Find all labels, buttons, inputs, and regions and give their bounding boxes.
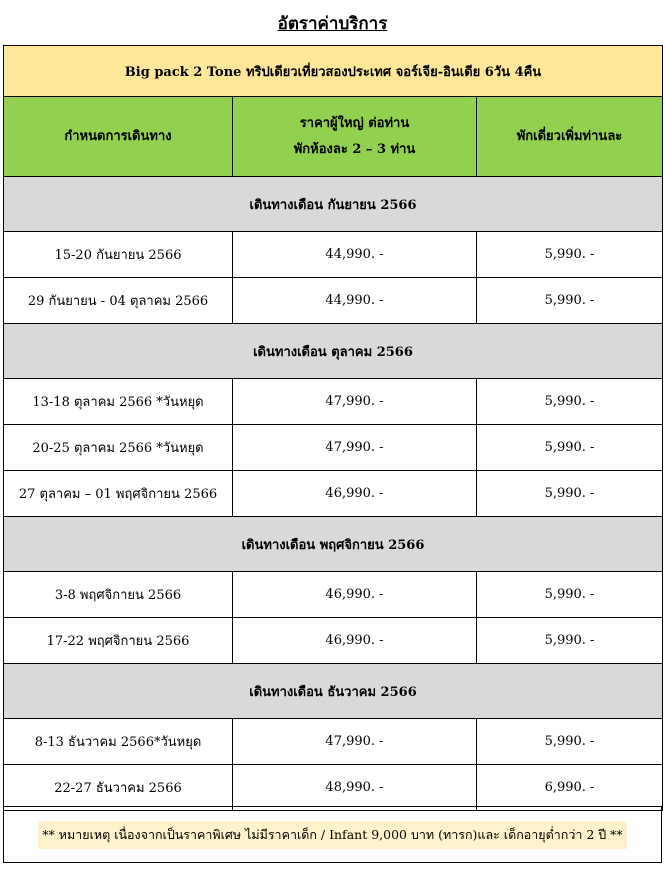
travel-dates-cell: 15-20 กันยายน 2566: [4, 232, 233, 278]
schedule-column-header: กำหนดการเดินทาง: [4, 97, 233, 177]
single-supplement-cell: 5,990. -: [477, 379, 663, 425]
table-row: [4, 379, 663, 425]
adult-price-cell: 48,990. -: [233, 765, 477, 811]
single-supplement-cell: 5,990. -: [477, 618, 663, 664]
note-box: [3, 806, 662, 863]
month-header-row: [4, 177, 663, 232]
adult-price-cell: 46,990. -: [233, 471, 477, 517]
table-row: [4, 618, 663, 664]
travel-dates-cell: 3-8 พฤศจิกายน 2566: [4, 572, 233, 618]
travel-dates-cell: 8-13 ธันวาคม 2566*วันหยุด: [4, 719, 233, 765]
adult-price-cell: 46,990. -: [233, 618, 477, 664]
adult-price-header-line2: พักห้องละ 2 – 3 ท่าน: [293, 141, 416, 157]
table-row: [4, 765, 663, 811]
table-row: [4, 471, 663, 517]
table-row: [4, 232, 663, 278]
page-title: อัตราค่าบริการ: [277, 14, 388, 34]
single-supplement-cell: 5,990. -: [477, 278, 663, 324]
single-supplement-cell: 5,990. -: [477, 425, 663, 471]
month-header: เดินทางเดือน ธันวาคม 2566: [4, 664, 663, 719]
table-row: [4, 425, 663, 471]
adult-price-cell: 47,990. -: [233, 719, 477, 765]
single-supplement-cell: 5,990. -: [477, 719, 663, 765]
single-supplement-cell: 6,990. -: [477, 765, 663, 811]
single-supplement-cell: 5,990. -: [477, 471, 663, 517]
package-title: Big pack 2 Tone ทริปเดียวเที่ยวสองประเทศ จอร์เจีย-อินเดีย 6วัน 4คืน: [4, 46, 663, 97]
adult-price-cell: 47,990. -: [233, 425, 477, 471]
rates-table: [3, 45, 663, 811]
adult-price-cell: 47,990. -: [233, 379, 477, 425]
month-header-row: [4, 664, 663, 719]
travel-dates-cell: 27 ตุลาคม – 01 พฤศจิกายน 2566: [4, 471, 233, 517]
month-header: เดินทางเดือน พฤศจิกายน 2566: [4, 517, 663, 572]
table-row: [4, 719, 663, 765]
adult-price-cell: 44,990. -: [233, 278, 477, 324]
column-header-row: [4, 97, 663, 177]
rates-table-body: [4, 46, 663, 811]
single-supplement-cell: 5,990. -: [477, 232, 663, 278]
adult-price-column-header: [233, 97, 477, 177]
month-header-row: [4, 324, 663, 379]
package-title-row: [4, 46, 663, 97]
month-header: เดินทางเดือน ตุลาคม 2566: [4, 324, 663, 379]
month-header-row: [4, 517, 663, 572]
single-supplement-cell: 5,990. -: [477, 572, 663, 618]
adult-price-header-line1: ราคาผู้ใหญ่ ต่อท่าน: [299, 115, 410, 131]
note-text: ** หมายเหตุ เนื่องจากเป็นราคาพิเศษ ไม่มีราคาเด็ก / Infant 9,000 บาท (ทารก)และ เด็กอายุต่ำกว่า 2 ปี **: [38, 821, 626, 849]
table-row: [4, 278, 663, 324]
travel-dates-cell: 17-22 พฤศจิกายน 2566: [4, 618, 233, 664]
travel-dates-cell: 20-25 ตุลาคม 2566 *วันหยุด: [4, 425, 233, 471]
month-header: เดินทางเดือน กันยายน 2566: [4, 177, 663, 232]
travel-dates-cell: 13-18 ตุลาคม 2566 *วันหยุด: [4, 379, 233, 425]
travel-dates-cell: 29 กันยายน - 04 ตุลาคม 2566: [4, 278, 233, 324]
single-supplement-column-header: พักเดี่ยวเพิ่มท่านละ: [477, 97, 663, 177]
travel-dates-cell: 22-27 ธันวาคม 2566: [4, 765, 233, 811]
adult-price-cell: 46,990. -: [233, 572, 477, 618]
table-row: [4, 572, 663, 618]
adult-price-cell: 44,990. -: [233, 232, 477, 278]
